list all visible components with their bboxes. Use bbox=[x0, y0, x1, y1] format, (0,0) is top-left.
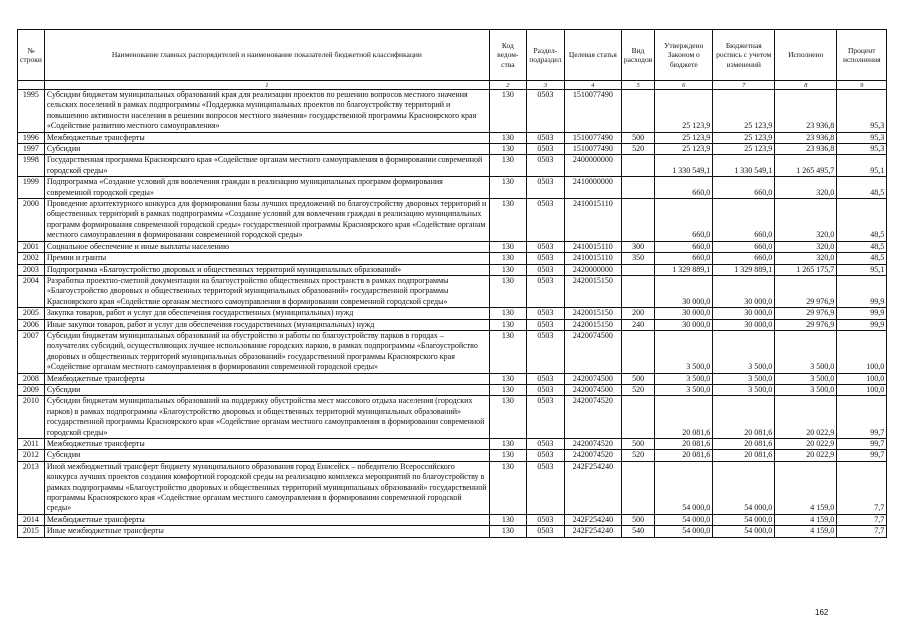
row-percent: 100,0 bbox=[837, 330, 887, 373]
col-number: 6 bbox=[655, 81, 713, 90]
table-row bbox=[18, 439, 887, 450]
col-number: 7 bbox=[713, 81, 775, 90]
row-name: Межбюджетные трансферты bbox=[44, 373, 489, 384]
row-approved-amount: 3 500,0 bbox=[655, 373, 713, 384]
row-expense-type: 200 bbox=[621, 308, 654, 319]
row-expense-type bbox=[621, 155, 654, 177]
row-percent: 95,1 bbox=[837, 155, 887, 177]
row-expense-type bbox=[621, 275, 654, 307]
row-expense-type bbox=[621, 90, 654, 133]
row-approved-amount: 1 329 889,1 bbox=[655, 264, 713, 275]
row-name: Межбюджетные трансферты bbox=[44, 514, 489, 525]
row-target-article: 2420074500 bbox=[564, 330, 621, 373]
row-percent: 99,7 bbox=[837, 439, 887, 450]
row-name: Закупка товаров, работ и услуг для обеспечения государственных (муниципальных) нужд bbox=[44, 308, 489, 319]
row-expense-type: 240 bbox=[621, 319, 654, 330]
row-percent: 99,7 bbox=[837, 450, 887, 461]
row-target-article: 242F254240 bbox=[564, 514, 621, 525]
row-name: Субсидии бюджетам муниципальных образований на поддержку обустройства мест массового отдыха населения (городских парков) в рамках подпрограммы «Благоустройство дворовых и общественных территорий муниципальных образований» государственной программы Красноярского края «Содействие органам местного самоуправления в формировании современной городской среды» bbox=[44, 396, 489, 439]
row-name: Субсидии bbox=[44, 144, 489, 155]
row-name: Разработка проектно-сметной документации на благоустройство общественных пространств в рамках подпрограммы «Благоустройство дворовых и общественных территорий муниципальных образований» государственной программы Красноярского края «Содействие органам местного самоуправления в формировании современной городской среды» bbox=[44, 275, 489, 307]
row-budget-amount: 25 123,9 bbox=[713, 132, 775, 143]
row-percent: 48,5 bbox=[837, 199, 887, 242]
col-number: 5 bbox=[621, 81, 654, 90]
row-name: Субсидии бюджетам муниципальных образований края для реализации проектов по решению вопросов местного значения сельских поселений в рамках подпрограммы «Поддержка муниципальных проектов по благоустройству территорий и повышению активности населения в решении вопросов местного значения» государственной программы Красноярского края «Содействие развитию местного самоуправления» bbox=[44, 90, 489, 133]
row-target-article: 2420074500 bbox=[564, 384, 621, 395]
row-name: Подпрограмма «Благоустройство дворовых и общественных территорий муниципальных образований» bbox=[44, 264, 489, 275]
row-executed-amount: 320,0 bbox=[775, 177, 837, 199]
row-budget-amount: 30 000,0 bbox=[713, 275, 775, 307]
col-header-razdel: Раздел-подраздел bbox=[526, 30, 564, 81]
row-expense-type bbox=[621, 264, 654, 275]
row-executed-amount: 1 265 175,7 bbox=[775, 264, 837, 275]
row-ved-code: 130 bbox=[489, 199, 526, 242]
row-approved-amount: 660,0 bbox=[655, 241, 713, 252]
row-percent: 48,5 bbox=[837, 253, 887, 264]
row-razdel: 0503 bbox=[526, 132, 564, 143]
row-expense-type: 540 bbox=[621, 526, 654, 537]
row-approved-amount: 54 000,0 bbox=[655, 526, 713, 537]
row-target-article: 242F254240 bbox=[564, 526, 621, 537]
table-row bbox=[18, 373, 887, 384]
table-row bbox=[18, 275, 887, 307]
row-number: 2012 bbox=[18, 450, 45, 461]
table-row bbox=[18, 330, 887, 373]
row-razdel: 0503 bbox=[526, 275, 564, 307]
col-header-num: № строки bbox=[18, 30, 45, 81]
row-expense-type: 520 bbox=[621, 144, 654, 155]
row-number: 2004 bbox=[18, 275, 45, 307]
row-razdel: 0503 bbox=[526, 373, 564, 384]
row-executed-amount: 20 022,9 bbox=[775, 439, 837, 450]
row-executed-amount: 23 936,8 bbox=[775, 132, 837, 143]
row-approved-amount: 54 000,0 bbox=[655, 461, 713, 514]
row-budget-amount: 1 330 549,1 bbox=[713, 155, 775, 177]
row-ved-code: 130 bbox=[489, 264, 526, 275]
row-percent: 48,5 bbox=[837, 177, 887, 199]
row-executed-amount: 20 022,9 bbox=[775, 396, 837, 439]
row-approved-amount: 54 000,0 bbox=[655, 514, 713, 525]
row-budget-amount: 3 500,0 bbox=[713, 330, 775, 373]
row-percent: 100,0 bbox=[837, 373, 887, 384]
row-razdel: 0503 bbox=[526, 144, 564, 155]
row-target-article: 2420074500 bbox=[564, 373, 621, 384]
col-header-statya: Целевая статья bbox=[564, 30, 621, 81]
row-percent: 95,1 bbox=[837, 264, 887, 275]
table-row bbox=[18, 155, 887, 177]
row-ved-code: 130 bbox=[489, 132, 526, 143]
row-razdel: 0503 bbox=[526, 461, 564, 514]
table-row bbox=[18, 461, 887, 514]
row-executed-amount: 29 976,9 bbox=[775, 275, 837, 307]
row-ved-code: 130 bbox=[489, 155, 526, 177]
row-executed-amount: 29 976,9 bbox=[775, 319, 837, 330]
row-name: Социальное обеспечение и иные выплаты населению bbox=[44, 241, 489, 252]
row-budget-amount: 30 000,0 bbox=[713, 319, 775, 330]
table-row bbox=[18, 514, 887, 525]
table-row bbox=[18, 177, 887, 199]
table-row bbox=[18, 144, 887, 155]
row-name: Иные закупки товаров, работ и услуг для обеспечения государственных (муниципальных) нужд bbox=[44, 319, 489, 330]
row-budget-amount: 20 081,6 bbox=[713, 396, 775, 439]
row-ved-code: 130 bbox=[489, 144, 526, 155]
row-name: Иной межбюджетный трансферт бюджету муниципального образования город Енисейск – победителю Всероссийского конкурса лучших проектов создания комфортной городской среды на реализацию комплекса мероприятий по благоустройству в рамках подпрограммы «Благоустройство дворовых и общественных территорий муниципальных образований» государственной программы Красноярского края «Содействие органам местного самоуправления в формировании современной городской среды» bbox=[44, 461, 489, 514]
row-number: 2007 bbox=[18, 330, 45, 373]
row-target-article: 1510077490 bbox=[564, 132, 621, 143]
row-executed-amount: 4 159,0 bbox=[775, 526, 837, 537]
row-approved-amount: 3 500,0 bbox=[655, 384, 713, 395]
row-budget-amount: 1 329 889,1 bbox=[713, 264, 775, 275]
col-number bbox=[18, 81, 45, 90]
row-target-article: 1510077490 bbox=[564, 144, 621, 155]
row-ved-code: 130 bbox=[489, 439, 526, 450]
row-number: 1999 bbox=[18, 177, 45, 199]
row-executed-amount: 29 976,9 bbox=[775, 308, 837, 319]
row-name: Межбюджетные трансферты bbox=[44, 439, 489, 450]
row-percent: 7,7 bbox=[837, 461, 887, 514]
row-number: 2005 bbox=[18, 308, 45, 319]
row-budget-amount: 20 081,6 bbox=[713, 439, 775, 450]
row-expense-type bbox=[621, 461, 654, 514]
row-budget-amount: 660,0 bbox=[713, 253, 775, 264]
budget-table bbox=[17, 29, 887, 538]
row-executed-amount: 3 500,0 bbox=[775, 330, 837, 373]
table-row bbox=[18, 526, 887, 537]
row-approved-amount: 30 000,0 bbox=[655, 319, 713, 330]
row-name: Субсидии бюджетам муниципальных образований на обустройство и работы по благоустройству парков в городах – получателях субсидий, осуществляющих лучшее использование городских парков, в рамках подпрограммы «Благоустройство дворовых и общественных территорий муниципальных образований» государственной программы Красноярского края «Содействие органам местного самоуправления в формировании современной городской среды» bbox=[44, 330, 489, 373]
row-target-article: 2410015110 bbox=[564, 253, 621, 264]
row-razdel: 0503 bbox=[526, 450, 564, 461]
row-razdel: 0503 bbox=[526, 264, 564, 275]
row-number: 2014 bbox=[18, 514, 45, 525]
table-row bbox=[18, 396, 887, 439]
row-razdel: 0503 bbox=[526, 319, 564, 330]
row-expense-type: 520 bbox=[621, 450, 654, 461]
row-target-article: 2420015150 bbox=[564, 275, 621, 307]
row-ved-code: 130 bbox=[489, 90, 526, 133]
row-razdel: 0503 bbox=[526, 253, 564, 264]
row-approved-amount: 20 081,6 bbox=[655, 450, 713, 461]
row-razdel: 0503 bbox=[526, 439, 564, 450]
row-budget-amount: 20 081,6 bbox=[713, 450, 775, 461]
row-expense-type: 520 bbox=[621, 384, 654, 395]
row-target-article: 2420000000 bbox=[564, 264, 621, 275]
row-executed-amount: 3 500,0 bbox=[775, 384, 837, 395]
row-approved-amount: 1 330 549,1 bbox=[655, 155, 713, 177]
row-expense-type: 500 bbox=[621, 514, 654, 525]
row-ved-code: 130 bbox=[489, 308, 526, 319]
row-ved-code: 130 bbox=[489, 526, 526, 537]
table-body bbox=[18, 90, 887, 538]
col-number: 3 bbox=[526, 81, 564, 90]
row-executed-amount: 20 022,9 bbox=[775, 450, 837, 461]
row-approved-amount: 25 123,9 bbox=[655, 144, 713, 155]
row-budget-amount: 660,0 bbox=[713, 177, 775, 199]
row-ved-code: 130 bbox=[489, 177, 526, 199]
col-header-name: Наименование главных распорядителей и наименование показателей бюджетной классификации bbox=[44, 30, 489, 81]
row-number: 2001 bbox=[18, 241, 45, 252]
row-razdel: 0503 bbox=[526, 177, 564, 199]
row-executed-amount: 320,0 bbox=[775, 241, 837, 252]
row-number: 2013 bbox=[18, 461, 45, 514]
row-approved-amount: 3 500,0 bbox=[655, 330, 713, 373]
row-target-article: 2410015110 bbox=[564, 241, 621, 252]
row-ved-code: 130 bbox=[489, 396, 526, 439]
table-row bbox=[18, 132, 887, 143]
row-razdel: 0503 bbox=[526, 155, 564, 177]
row-expense-type: 500 bbox=[621, 373, 654, 384]
row-razdel: 0503 bbox=[526, 396, 564, 439]
table-row bbox=[18, 241, 887, 252]
page-number: 162 bbox=[815, 608, 829, 617]
row-razdel: 0503 bbox=[526, 90, 564, 133]
row-razdel: 0503 bbox=[526, 526, 564, 537]
table-row bbox=[18, 384, 887, 395]
row-number: 2009 bbox=[18, 384, 45, 395]
table-row bbox=[18, 450, 887, 461]
row-expense-type bbox=[621, 199, 654, 242]
row-number: 2006 bbox=[18, 319, 45, 330]
table-row bbox=[18, 253, 887, 264]
row-approved-amount: 660,0 bbox=[655, 253, 713, 264]
col-header-vid: Вид расходов bbox=[621, 30, 654, 81]
row-percent: 7,7 bbox=[837, 514, 887, 525]
row-number: 1998 bbox=[18, 155, 45, 177]
row-approved-amount: 660,0 bbox=[655, 199, 713, 242]
row-razdel: 0503 bbox=[526, 330, 564, 373]
row-expense-type: 500 bbox=[621, 132, 654, 143]
row-target-article: 242F254240 bbox=[564, 461, 621, 514]
table-row bbox=[18, 199, 887, 242]
row-ved-code: 130 bbox=[489, 253, 526, 264]
row-name: Проведение архитектурного конкурса для формирования базы лучших предложений по благоустройству дворовых территорий и общественных территорий в рамках подпрограммы «Создание условий для вовлечения граждан в реализацию муниципальных программ формирования современной городской среды» государственной программы Красноярского края «Содействие органам местного самоуправления в формировании современной городской среды» bbox=[44, 199, 489, 242]
row-name: Субсидии bbox=[44, 384, 489, 395]
table-row bbox=[18, 264, 887, 275]
row-executed-amount: 1 265 495,7 bbox=[775, 155, 837, 177]
row-expense-type bbox=[621, 177, 654, 199]
row-percent: 95,3 bbox=[837, 132, 887, 143]
row-budget-amount: 3 500,0 bbox=[713, 373, 775, 384]
col-number: 9 bbox=[837, 81, 887, 90]
row-number: 2015 bbox=[18, 526, 45, 537]
row-ved-code: 130 bbox=[489, 384, 526, 395]
row-number: 2010 bbox=[18, 396, 45, 439]
row-executed-amount: 320,0 bbox=[775, 199, 837, 242]
row-percent: 95,3 bbox=[837, 90, 887, 133]
row-percent: 95,3 bbox=[837, 144, 887, 155]
row-percent: 99,7 bbox=[837, 396, 887, 439]
table-row bbox=[18, 90, 887, 133]
row-ved-code: 130 bbox=[489, 241, 526, 252]
row-executed-amount: 4 159,0 bbox=[775, 461, 837, 514]
row-name: Межбюджетные трансферты bbox=[44, 132, 489, 143]
row-approved-amount: 20 081,6 bbox=[655, 439, 713, 450]
row-number: 1995 bbox=[18, 90, 45, 133]
row-razdel: 0503 bbox=[526, 199, 564, 242]
row-number: 1997 bbox=[18, 144, 45, 155]
row-number: 2002 bbox=[18, 253, 45, 264]
col-number: 1 bbox=[44, 81, 489, 90]
col-header-ispoln: Исполнено bbox=[775, 30, 837, 81]
row-ved-code: 130 bbox=[489, 373, 526, 384]
row-target-article: 2420015150 bbox=[564, 308, 621, 319]
row-name: Подпрограмма «Создание условий для вовлечения граждан в реализацию муниципальных программ формирования современной городской среды» bbox=[44, 177, 489, 199]
row-expense-type: 500 bbox=[621, 439, 654, 450]
row-ved-code: 130 bbox=[489, 319, 526, 330]
table-row bbox=[18, 319, 887, 330]
row-approved-amount: 20 081,6 bbox=[655, 396, 713, 439]
col-number: 8 bbox=[775, 81, 837, 90]
row-budget-amount: 25 123,9 bbox=[713, 144, 775, 155]
row-target-article: 2410000000 bbox=[564, 177, 621, 199]
row-approved-amount: 25 123,9 bbox=[655, 90, 713, 133]
row-approved-amount: 30 000,0 bbox=[655, 308, 713, 319]
row-target-article: 1510077490 bbox=[564, 90, 621, 133]
row-number: 1996 bbox=[18, 132, 45, 143]
row-executed-amount: 3 500,0 bbox=[775, 373, 837, 384]
row-executed-amount: 23 936,8 bbox=[775, 144, 837, 155]
row-budget-amount: 54 000,0 bbox=[713, 514, 775, 525]
row-number: 2008 bbox=[18, 373, 45, 384]
row-percent: 99,9 bbox=[837, 319, 887, 330]
row-percent: 99,9 bbox=[837, 275, 887, 307]
row-name: Субсидии bbox=[44, 450, 489, 461]
row-budget-amount: 54 000,0 bbox=[713, 461, 775, 514]
row-executed-amount: 320,0 bbox=[775, 253, 837, 264]
row-approved-amount: 30 000,0 bbox=[655, 275, 713, 307]
row-percent: 7,7 bbox=[837, 526, 887, 537]
row-razdel: 0503 bbox=[526, 514, 564, 525]
row-target-article: 2420015150 bbox=[564, 319, 621, 330]
row-budget-amount: 660,0 bbox=[713, 199, 775, 242]
row-expense-type bbox=[621, 396, 654, 439]
col-number: 4 bbox=[564, 81, 621, 90]
budget-table-sheet bbox=[17, 29, 887, 538]
col-header-rospis: Бюджетная роспись с учетом изменений bbox=[713, 30, 775, 81]
row-budget-amount: 30 000,0 bbox=[713, 308, 775, 319]
row-target-article: 2400000000 bbox=[564, 155, 621, 177]
row-approved-amount: 25 123,9 bbox=[655, 132, 713, 143]
row-percent: 48,5 bbox=[837, 241, 887, 252]
row-expense-type: 300 bbox=[621, 241, 654, 252]
row-executed-amount: 4 159,0 bbox=[775, 514, 837, 525]
header-row bbox=[18, 30, 887, 81]
row-razdel: 0503 bbox=[526, 384, 564, 395]
row-ved-code: 130 bbox=[489, 275, 526, 307]
col-header-procent: Процент исполнения bbox=[837, 30, 887, 81]
row-name: Государственная программа Красноярского края «Содействие органам местного самоуправления в формировании современной городской среды» bbox=[44, 155, 489, 177]
row-target-article: 2420074520 bbox=[564, 396, 621, 439]
row-target-article: 2420074520 bbox=[564, 439, 621, 450]
row-razdel: 0503 bbox=[526, 241, 564, 252]
row-budget-amount: 25 123,9 bbox=[713, 90, 775, 133]
col-header-zakon: Утверждено Законом о бюджете bbox=[655, 30, 713, 81]
row-approved-amount: 660,0 bbox=[655, 177, 713, 199]
row-budget-amount: 54 000,0 bbox=[713, 526, 775, 537]
row-ved-code: 130 bbox=[489, 461, 526, 514]
col-header-ved: Код ведом-ства bbox=[489, 30, 526, 81]
row-name: Иные межбюджетные трансферты bbox=[44, 526, 489, 537]
row-razdel: 0503 bbox=[526, 308, 564, 319]
row-number: 2000 bbox=[18, 199, 45, 242]
col-number: 2 bbox=[489, 81, 526, 90]
row-percent: 99,9 bbox=[837, 308, 887, 319]
row-number: 2011 bbox=[18, 439, 45, 450]
column-number-row bbox=[18, 81, 887, 90]
row-percent: 100,0 bbox=[837, 384, 887, 395]
row-ved-code: 130 bbox=[489, 450, 526, 461]
row-name: Премии и гранты bbox=[44, 253, 489, 264]
table-row bbox=[18, 308, 887, 319]
row-expense-type: 350 bbox=[621, 253, 654, 264]
row-ved-code: 130 bbox=[489, 514, 526, 525]
row-budget-amount: 3 500,0 bbox=[713, 384, 775, 395]
row-target-article: 2410015110 bbox=[564, 199, 621, 242]
row-ved-code: 130 bbox=[489, 330, 526, 373]
row-number: 2003 bbox=[18, 264, 45, 275]
row-budget-amount: 660,0 bbox=[713, 241, 775, 252]
row-expense-type bbox=[621, 330, 654, 373]
row-executed-amount: 23 936,8 bbox=[775, 90, 837, 133]
row-target-article: 2420074520 bbox=[564, 450, 621, 461]
